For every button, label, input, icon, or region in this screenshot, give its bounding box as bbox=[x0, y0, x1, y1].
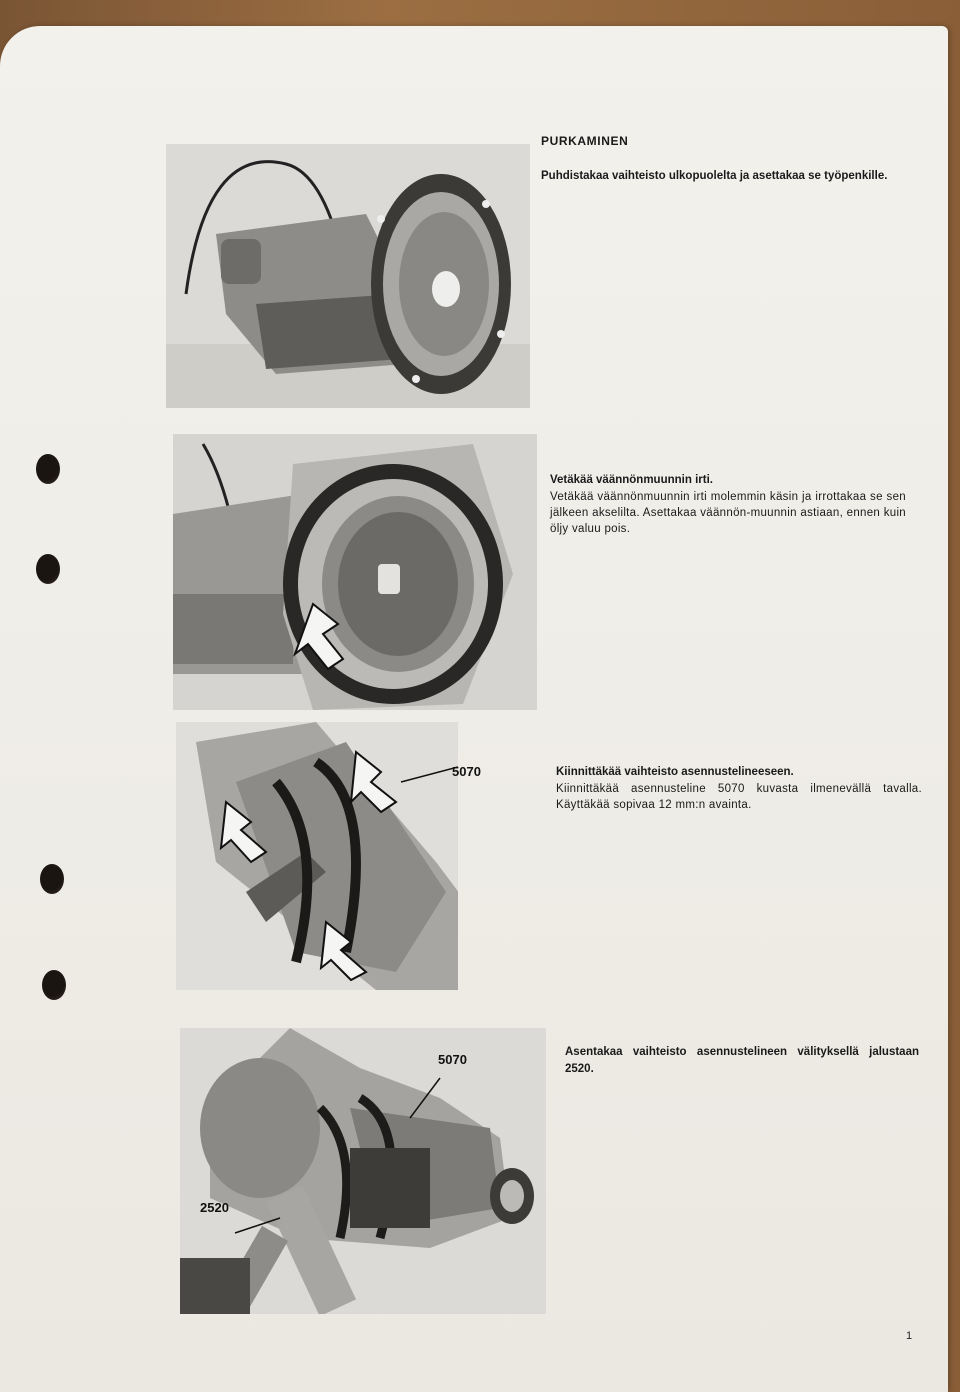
punch-hole bbox=[36, 454, 60, 484]
step-body: Vetäkää väännönmuunnin irti molemmin käsin ja irrottakaa se sen jälkeen akselilta. Asettakaa väännön-muunnin astiaan, ennen kuin öljy valuu pois. bbox=[550, 491, 906, 535]
step-title: Asentakaa vaihteisto asennustelineen välityksellä jalustaan 2520. bbox=[565, 1046, 919, 1075]
section-heading-block bbox=[541, 134, 897, 185]
punch-hole bbox=[42, 970, 66, 1000]
page-number: 1 bbox=[906, 1330, 913, 1342]
figure-transmission-side-view bbox=[166, 144, 530, 408]
figure-torque-converter bbox=[173, 434, 537, 710]
step-body: Kiinnittäkää asennusteline 5070 kuvasta ilmenevällä tavalla. Käyttäkää sopivaa 12 mm:n avainta. bbox=[556, 783, 922, 811]
callout-tool-5070: 5070 bbox=[452, 764, 481, 779]
step-stand bbox=[565, 1044, 919, 1078]
step-title: Vetäkää väännönmuunnin irti. bbox=[550, 474, 713, 486]
step-torque-converter bbox=[550, 472, 906, 537]
punch-hole bbox=[40, 864, 64, 894]
callout-tool-5070: 5070 bbox=[438, 1052, 467, 1067]
step-mounting-fixture bbox=[556, 764, 922, 813]
callout-stand-2520: 2520 bbox=[200, 1200, 229, 1215]
figure-stand-mounted bbox=[180, 1028, 546, 1314]
punch-hole bbox=[36, 554, 60, 584]
intro-text: Puhdistakaa vaihteisto ulkopuolelta ja asettakaa se työpenkille. bbox=[541, 170, 888, 182]
manual-page bbox=[0, 26, 948, 1392]
section-heading: PURKAMINEN bbox=[541, 134, 629, 148]
figure-mounting-fixture bbox=[176, 722, 458, 990]
step-title: Kiinnittäkää vaihteisto asennustelineeseen. bbox=[556, 766, 794, 778]
